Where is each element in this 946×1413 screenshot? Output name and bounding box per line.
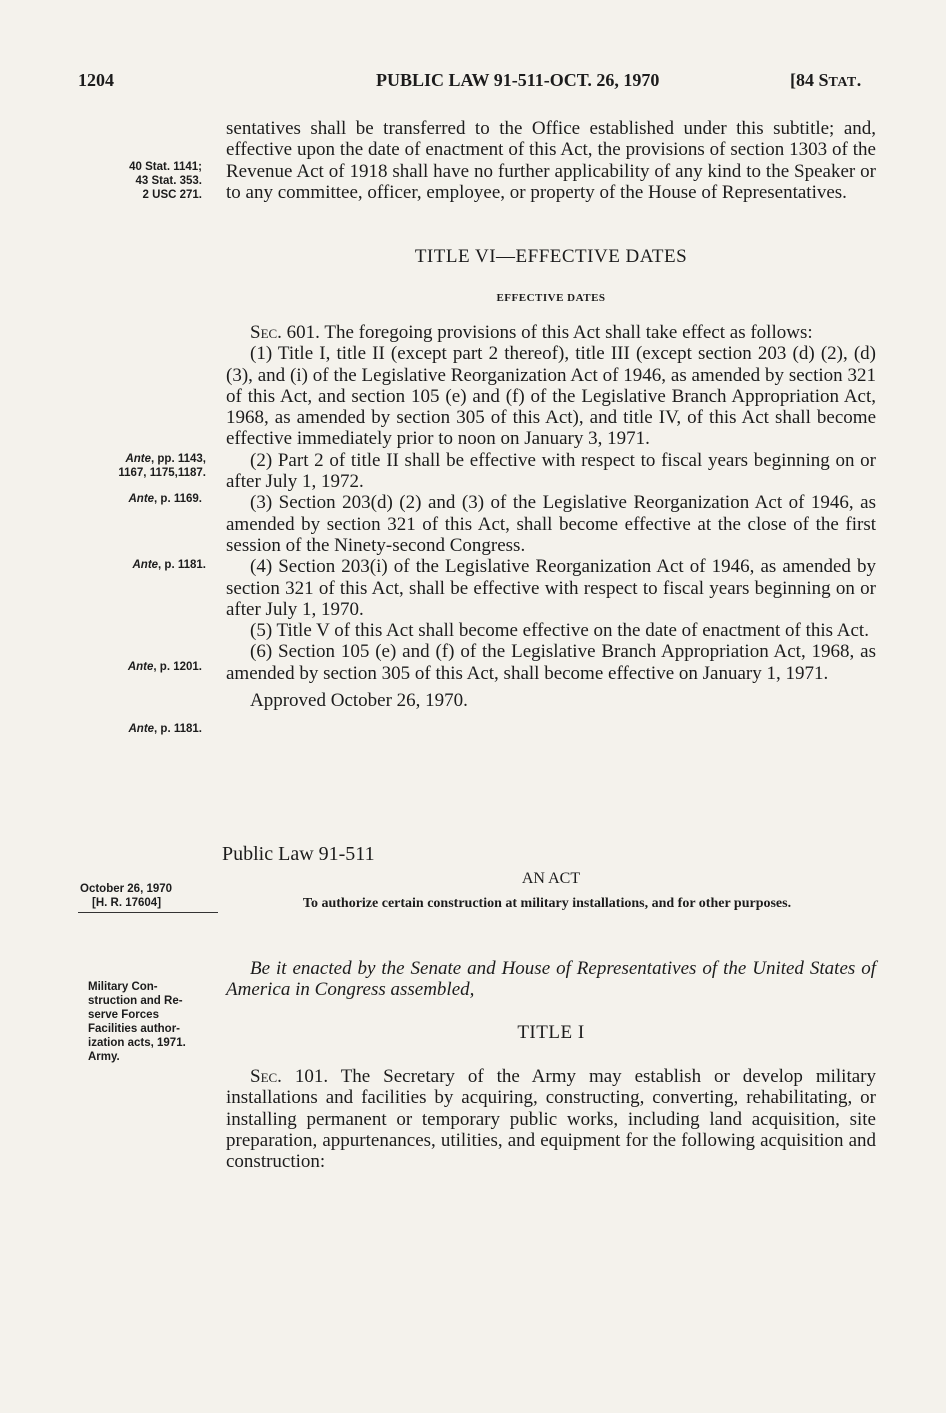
effective-dates-heading: EFFECTIVE DATES	[496, 292, 606, 304]
margin-line: struction and Re-	[88, 995, 183, 1007]
page-number: 1204	[78, 70, 114, 90]
section-label: Sec. 601.	[250, 322, 320, 343]
margin-line: 40 Stat. 1141;	[129, 161, 202, 173]
enacting-text: Be it enacted by the Senate and House of Representatives of the United States of America in Congress assembled,	[226, 958, 876, 1001]
margin-line: ization acts, 1971.	[88, 1037, 186, 1049]
stat-ref-prefix: [84 S	[790, 70, 829, 90]
ante-italic: Ante	[128, 493, 155, 505]
sec101-paragraph	[226, 1066, 876, 1172]
ante-ref: , p. 1181.	[154, 723, 202, 735]
margin-line: Military Con-	[88, 981, 158, 993]
stat-ref-end: .	[856, 70, 862, 90]
margin-ante-1201	[60, 660, 202, 674]
approved-line: Approved October 26, 1970.	[250, 690, 468, 712]
ante-italic: Ante	[127, 661, 154, 673]
margin-stat-citation	[60, 160, 202, 202]
continuation-paragraph	[226, 118, 876, 203]
paragraph: sentatives shall be transferred to the Office established under this subtitle; and, effective upon the date of enactment of this Act, the provisions of section 1303 of the Revenue Act of 1918 shall have no further applicability of any kind to the Speaker or to any committee, officer, employee, or property of the House of Representatives.	[226, 118, 876, 203]
act-purpose: To authorize certain construction at military installations, and for other purposes.	[302, 896, 792, 911]
ante-italic: Ante	[128, 723, 155, 735]
sec601-paragraph	[226, 322, 876, 343]
item-6: (6) Section 105 (e) and (f) of the Legislative Branch Appropriation Act, 1968, as amended by section 305 of this Act, shall become effective on January 1, 1971.	[226, 641, 876, 684]
margin-ante-1143	[60, 452, 206, 480]
ante-italic: Ante	[132, 559, 159, 571]
running-head: PUBLIC LAW 91-511-OCT. 26, 1970	[376, 70, 660, 90]
section-label: Sec. 101.	[250, 1066, 329, 1087]
public-law-number: Public Law 91-511	[222, 843, 375, 865]
title-vi-heading: TITLE VI—EFFECTIVE DATES	[414, 246, 688, 267]
margin-line: 43 Stat. 353.	[135, 175, 202, 187]
item-5: (5) Title V of this Act shall become effective on the date of enactment of this Act.	[250, 620, 869, 642]
margin-date: October 26, 1970	[80, 883, 173, 895]
item-2: (2) Part 2 of title II shall be effective with respect to fiscal years beginning on or after July 1, 1972.	[226, 449, 876, 493]
margin-line: serve Forces	[88, 1009, 159, 1021]
margin-ante-1181	[60, 558, 206, 572]
margin-ante-1169	[60, 492, 202, 506]
ante-ref: , pp. 1143,	[151, 453, 206, 465]
ante-ref: , p. 1181.	[158, 559, 206, 571]
ante-ref: , p. 1201.	[153, 661, 202, 673]
title-i-heading: TITLE I	[517, 1022, 585, 1043]
margin-bill-number: [H. R. 17604]	[92, 897, 162, 909]
section-101	[226, 1066, 876, 1172]
stat-reference	[790, 70, 861, 91]
margin-line: 2 USC 271.	[142, 189, 202, 201]
item-1: (1) Title I, title II (except part 2 thereof), title III (except section 203 (d) (2), (d) (3), and (i) of the Legislative Reorganization Act of 1946, as amended by section 321 of this Act, and section 105 (e) and (f) of the Legislative Branch Appropriation Act, 1968, as amended by section 305 of this Act), and title IV, of this Act shall become effective immediately prior to noon on January 3, 1971.	[226, 343, 876, 450]
margin-line: Army.	[88, 1051, 120, 1063]
section-601	[226, 322, 876, 711]
margin-subject	[88, 980, 228, 1064]
item-3: (3) Section 203(d) (2) and (3) of the Legislative Reorganization Act of 1946, as amended by section 321 of this Act, shall become effective at the close of the first session of the Ninety-second Congress.	[226, 492, 876, 556]
enacting-clause	[226, 958, 876, 1001]
margin-rule	[78, 912, 218, 913]
an-act-heading: AN ACT	[521, 870, 581, 887]
ante-italic: Ante	[125, 453, 152, 465]
margin-line: 1167, 1175,1187.	[118, 467, 206, 479]
margin-ante-1181-second	[60, 722, 202, 736]
stat-ref-smallcaps: TAT	[828, 75, 857, 90]
item-4: (4) Section 203(i) of the Legislative Reorganization Act of 1946, as amended by section 321 of this Act, shall be effective with respect to fiscal years beginning on or after July 1, 1970.	[226, 556, 876, 620]
ante-ref: , p. 1169.	[154, 493, 202, 505]
section-text: The foregoing provisions of this Act shall take effect as follows:	[319, 322, 813, 343]
margin-line: Facilities author-	[88, 1023, 181, 1035]
margin-line	[60, 452, 206, 466]
section-text: The Secretary of the Army may establish or develop military installations and facilities by acquiring, constructing, converting, rehabilitating, or installing permanent or temporary public works, including land acquisition, site preparation, appurtenances, utilities, and equipment for the following acquisition and construction:	[226, 1066, 876, 1173]
